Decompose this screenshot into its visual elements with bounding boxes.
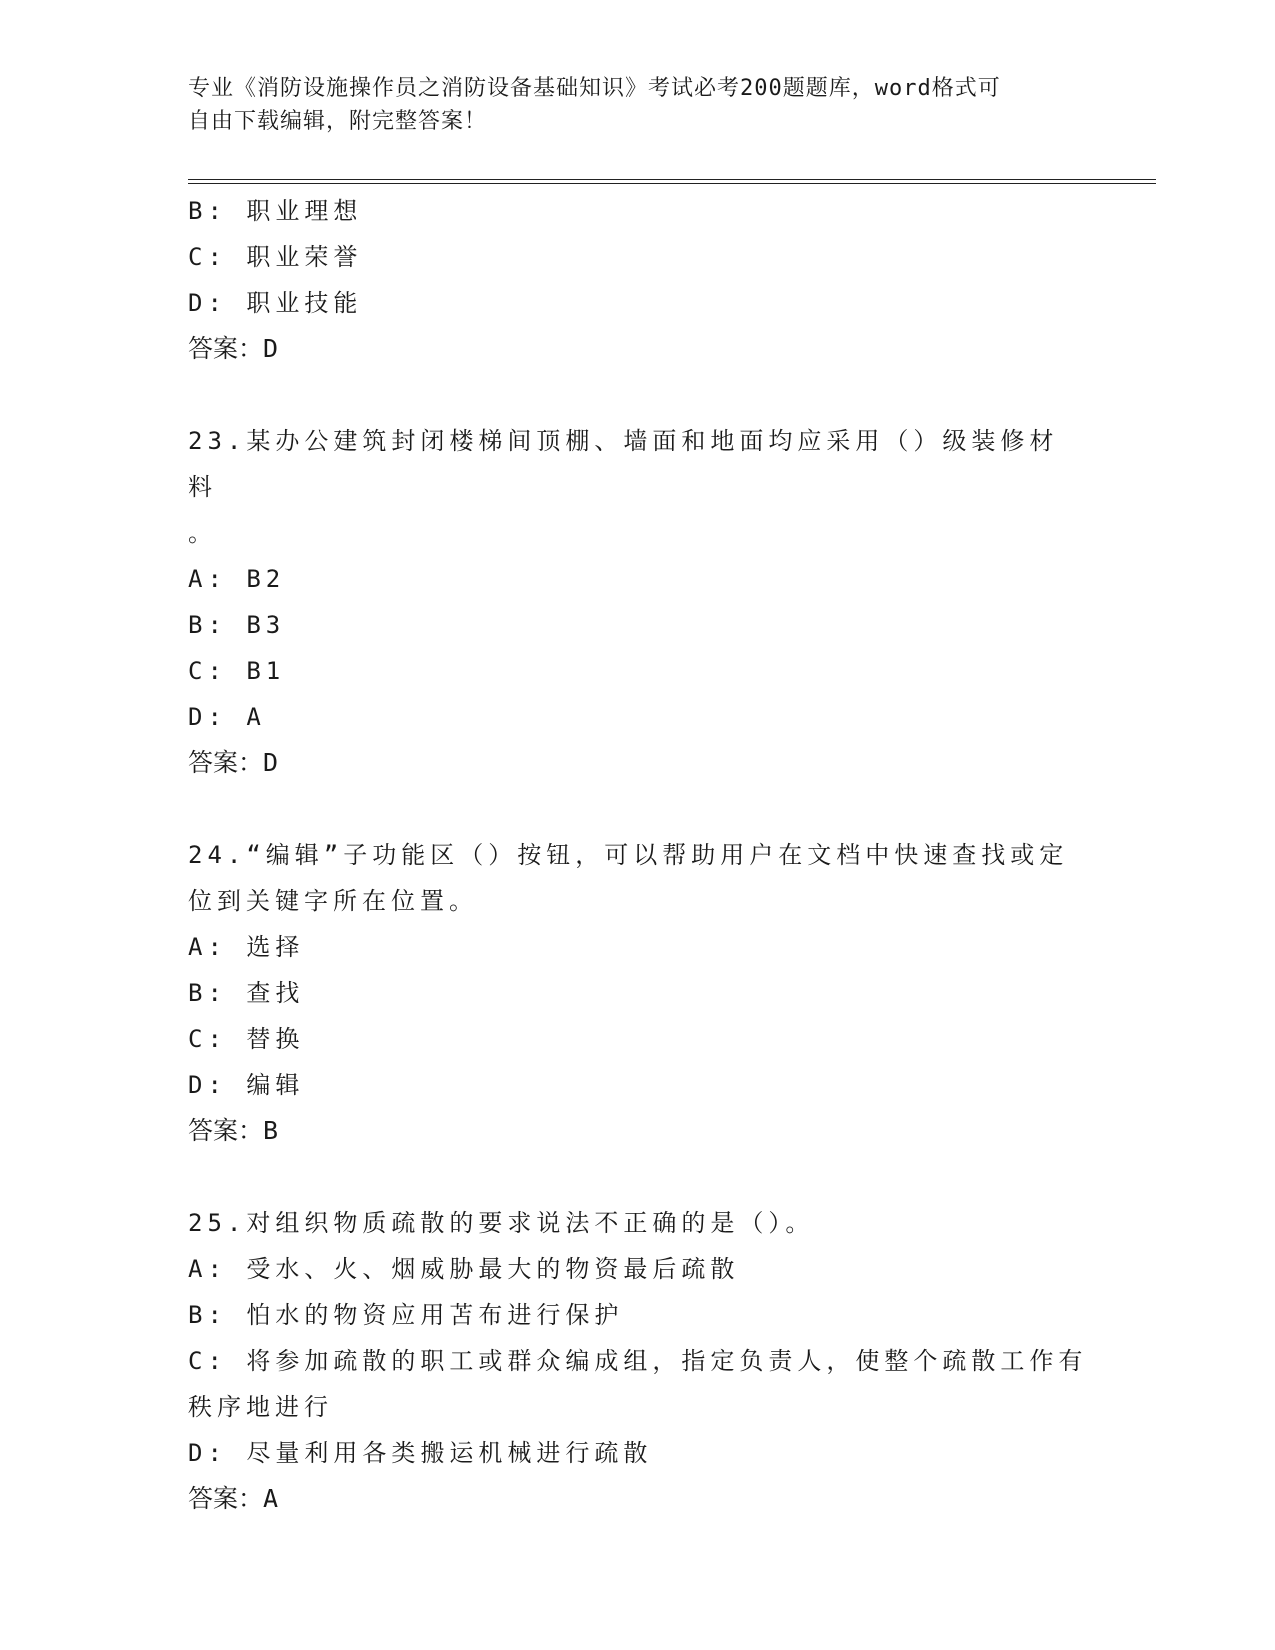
question-24 xyxy=(188,832,1078,1154)
option-c: C: 替换 xyxy=(188,1025,305,1053)
spacer xyxy=(188,786,1078,832)
answer-label: 答案： xyxy=(188,334,264,363)
option-b: B: 怕水的物资应用苫布进行保护 xyxy=(188,1301,624,1329)
question-text-line-1: 25.对组织物质疏散的要求说法不正确的是（）。 xyxy=(188,1209,815,1237)
question-text-line-2: 位到关键字所在位置。 xyxy=(188,887,478,915)
question-22-continuation xyxy=(188,188,1078,372)
answer-line xyxy=(188,1108,1078,1154)
header-rule-top xyxy=(188,179,1156,180)
option-c: C: 将参加疏散的职工或群众编成组，指定负责人，使整个疏散工作有 xyxy=(188,1347,1088,1375)
option-c: C: B1 xyxy=(188,657,286,685)
option-d: D: 职业技能 xyxy=(188,289,363,317)
answer-line xyxy=(188,1476,1078,1522)
header-rule-bottom xyxy=(188,183,1156,184)
header-line-1: 专业《消防设施操作员之消防设备基础知识》考试必考200题题库，word格式可 xyxy=(188,76,1001,101)
option-c: C: 职业荣誉 xyxy=(188,243,363,271)
question-text-line-1: 24.“编辑”子功能区（）按钮，可以帮助用户在文档中快速查找或定 xyxy=(188,841,1069,869)
document-header xyxy=(188,72,1068,138)
option-a: A: 受水、火、烟威胁最大的物资最后疏散 xyxy=(188,1255,740,1283)
answer-label: 答案： xyxy=(188,748,264,777)
answer-value: B xyxy=(263,1116,279,1145)
option-a: A: 选择 xyxy=(188,933,305,961)
option-c-continued: 秩序地进行 xyxy=(188,1393,333,1421)
option-d: D: 尽量利用各类搬运机械进行疏散 xyxy=(188,1439,653,1467)
document-body xyxy=(188,188,1088,1522)
answer-line xyxy=(188,740,1078,786)
spacer xyxy=(188,1154,1078,1200)
answer-line xyxy=(188,326,1078,372)
answer-value: D xyxy=(263,748,279,777)
question-text-line-2: 。 xyxy=(188,519,217,547)
header-line-2: 自由下载编辑，附完整答案！ xyxy=(188,109,488,134)
answer-value: A xyxy=(263,1484,279,1513)
option-b: B: B3 xyxy=(188,611,286,639)
option-b: B: 职业理想 xyxy=(188,197,363,225)
option-d: D: 编辑 xyxy=(188,1071,305,1099)
spacer xyxy=(188,372,1078,418)
option-a: A: B2 xyxy=(188,565,286,593)
answer-label: 答案： xyxy=(188,1116,264,1145)
question-23 xyxy=(188,418,1078,786)
question-25 xyxy=(188,1200,1088,1522)
question-text-line-1: 23.某办公建筑封闭楼梯间顶棚、墙面和地面均应采用（）级装修材料 xyxy=(188,427,1059,501)
option-d: D: A xyxy=(188,703,266,731)
option-b: B: 查找 xyxy=(188,979,305,1007)
answer-label: 答案： xyxy=(188,1484,264,1513)
answer-value: D xyxy=(263,334,279,363)
